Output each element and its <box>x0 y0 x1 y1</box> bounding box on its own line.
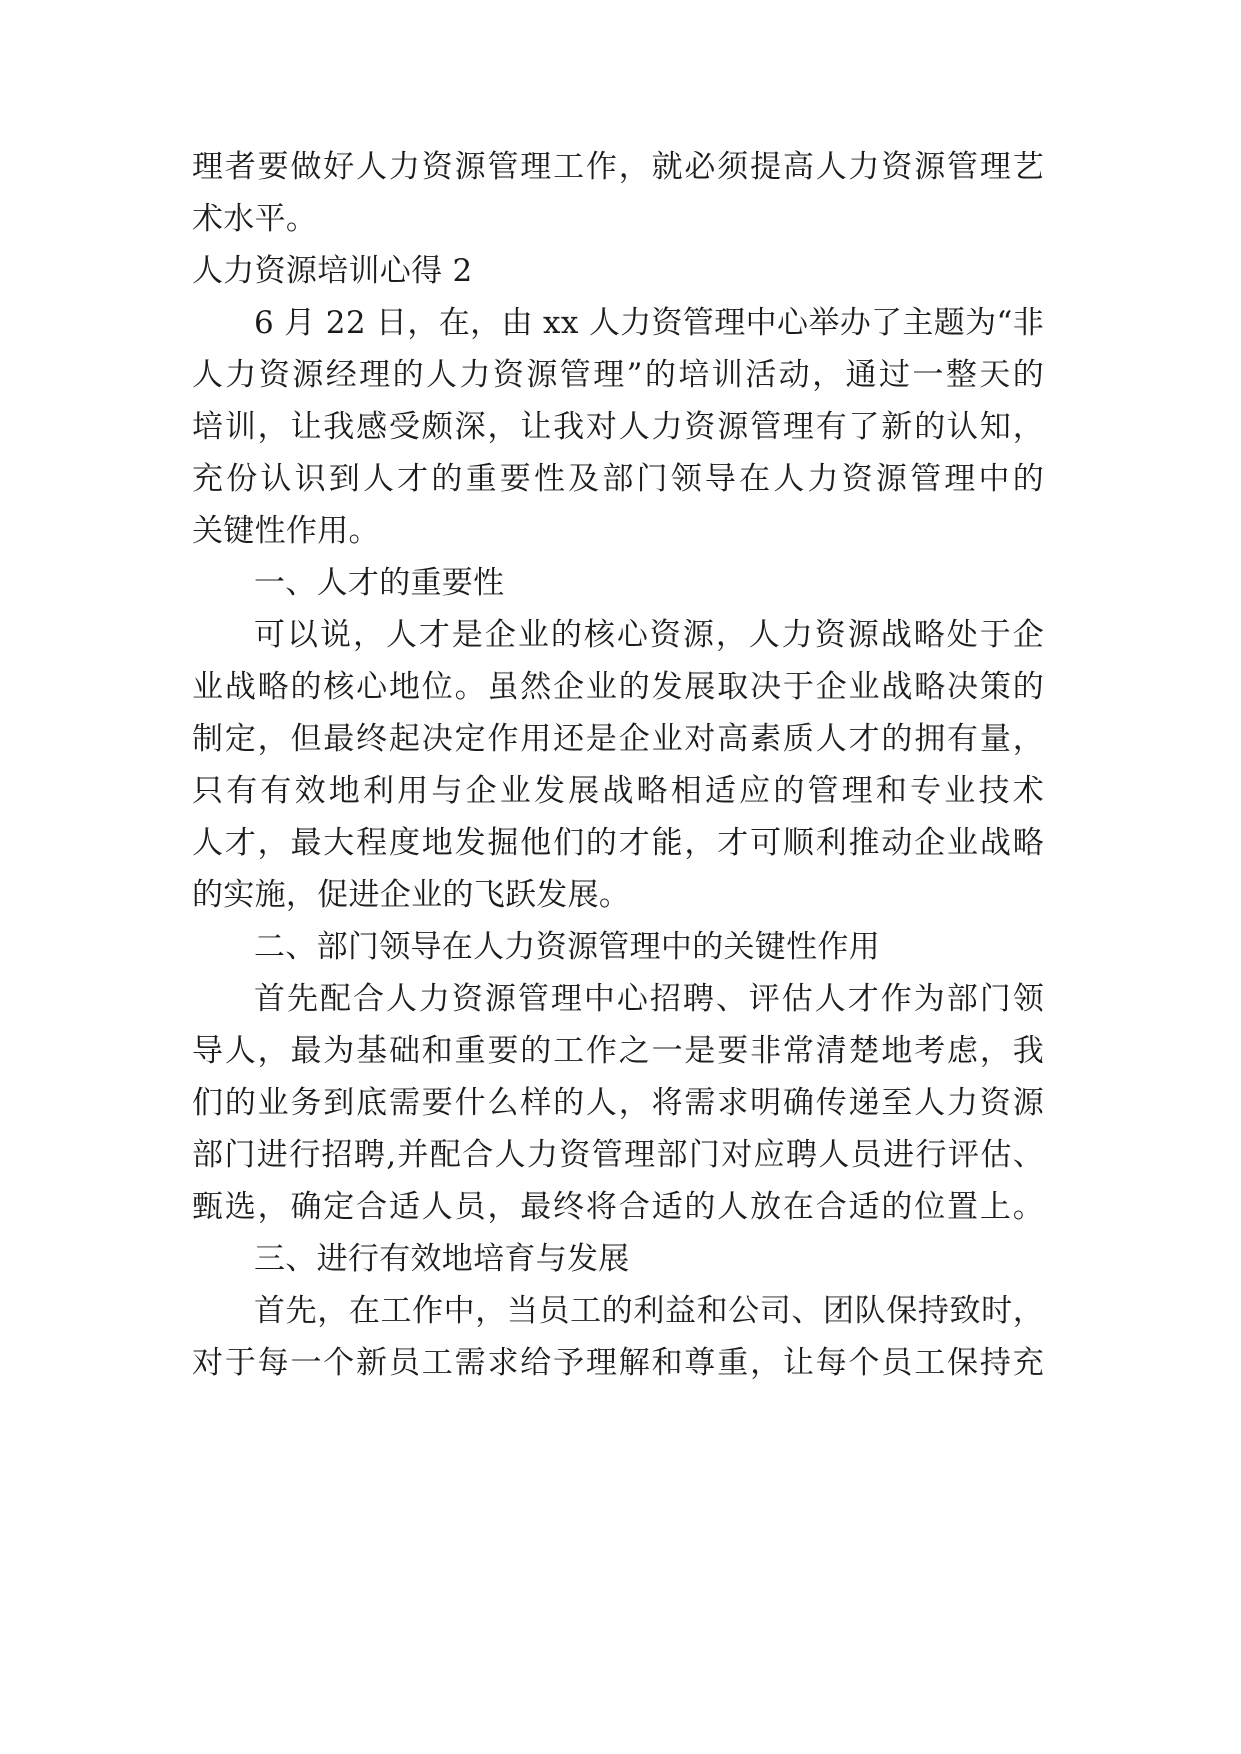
text-line: 人力资源经理的人力资源管理”的培训活动，通过一整天的 <box>192 357 1044 393</box>
text-line: 充份认识到人才的重要性及部门领导在人力资源管理中的 <box>192 461 1044 497</box>
text-line: 只有有效地利用与企业发展战略相适应的管理和专业技术 <box>192 773 1044 809</box>
subheading: 三、进行有效地培育与发展 <box>254 1241 630 1277</box>
section-heading: 人力资源培训心得 2 <box>192 253 473 289</box>
text-line: 首先，在工作中，当员工的利益和公司、团队保持致时， <box>254 1293 1044 1329</box>
text-line: 可以说，人才是企业的核心资源，人力资源战略处于企 <box>254 617 1044 653</box>
text-line: 甄选，确定合适人员，最终将合适的人放在合适的位置上。 <box>192 1189 1044 1225</box>
text-line: 业战略的核心地位。虽然企业的发展取决于企业战略决策的 <box>192 669 1044 705</box>
text-line: 们的业务到底需要什么样的人，将需求明确传递至人力资源 <box>192 1085 1044 1121</box>
text-line: 导人，最为基础和重要的工作之一是要非常清楚地考虑，我 <box>192 1033 1044 1069</box>
text-line: 理者要做好人力资源管理工作，就必须提高人力资源管理艺 <box>192 149 1044 185</box>
text-line: 对于每一个新员工需求给予理解和尊重，让每个员工保持充 <box>192 1345 1044 1381</box>
text-line: 制定，但最终起决定作用还是企业对高素质人才的拥有量， <box>192 721 1044 757</box>
text-line: 人才，最大程度地发掘他们的才能，才可顺利推动企业战略 <box>192 825 1044 861</box>
text-line: 部门进行招聘,并配合人力资管理部门对应聘人员进行评估、 <box>192 1137 1044 1173</box>
text-line: 术水平。 <box>192 201 318 237</box>
text-line: 的实施，促进企业的飞跃发展。 <box>192 877 631 913</box>
text-line: 6 月 22 日，在，由 xx 人力资管理中心举办了主题为“非 <box>254 305 1044 341</box>
subheading: 一、人才的重要性 <box>254 565 505 601</box>
text-line: 首先配合人力资源管理中心招聘、评估人才作为部门领 <box>254 981 1044 1017</box>
text-line: 关键性作用。 <box>192 513 380 549</box>
subheading: 二、部门领导在人力资源管理中的关键性作用 <box>254 929 880 965</box>
text-line: 培训，让我感受颇深，让我对人力资源管理有了新的认知， <box>192 409 1044 445</box>
